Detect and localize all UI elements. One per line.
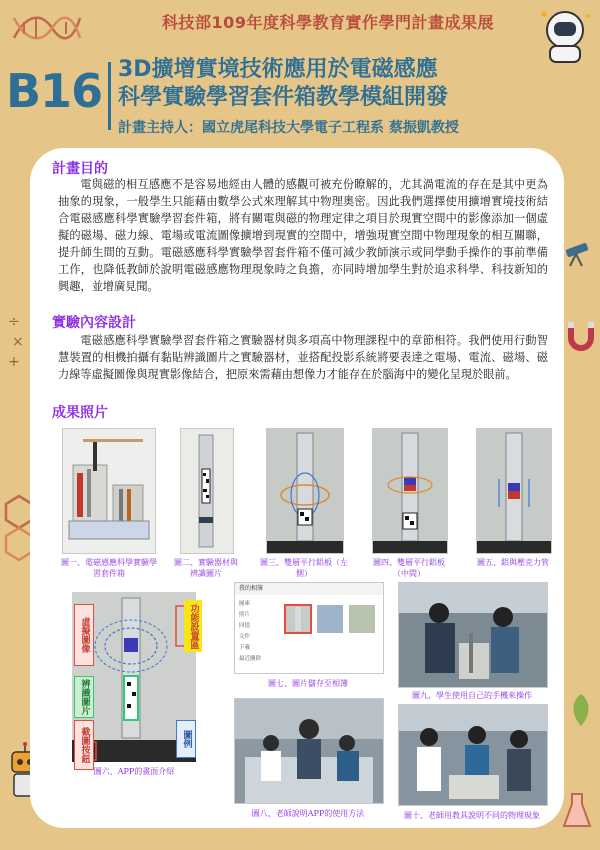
album-sidebar-item: 照片 — [239, 612, 251, 618]
section-heading-photos: 成果照片 — [52, 405, 108, 421]
leaf-decoration — [568, 692, 594, 728]
photo-parallel-plates-left — [266, 428, 344, 554]
photo-teacher-explaining-app — [234, 698, 384, 804]
album-screen-title: 我的相簿 — [235, 583, 384, 595]
photo-teacher-with-props — [398, 704, 548, 806]
caption-fig2: 圖二、實驗器材與辨識圖片 — [174, 558, 238, 578]
photo-aluminum-acrylic-tube — [476, 428, 552, 554]
album-sidebar-item: 回憶 — [239, 623, 251, 629]
album-sidebar — [239, 599, 279, 665]
magnet-icon — [566, 320, 596, 354]
caption-fig4: 圖四、雙層平行鋁板（中間） — [373, 558, 445, 578]
photo-students-phones-art — [399, 583, 547, 687]
label-virtual-image: 虛擬圖像 — [74, 604, 94, 666]
poster-code: B16 — [6, 64, 103, 118]
caption-fig5: 圖五、鋁與壓克力管 — [477, 558, 549, 567]
photo-teacher-with-props-art — [399, 705, 547, 805]
svg-text:÷: ÷ — [8, 314, 20, 330]
caption-fig9: 圖九、學生使用自己的手機來操作 — [412, 691, 532, 700]
svg-text:×: × — [12, 334, 24, 350]
label-screenshot-button: 截圖按鈕 — [74, 720, 94, 770]
photo-parallel-plates-left-art — [267, 429, 343, 553]
label-function-setting: 功能設置區 — [184, 600, 202, 652]
poster-title-line2: 科學實驗學習套件箱教學模組開發 — [118, 85, 449, 110]
label-legend: 圖例 — [176, 720, 196, 758]
event-title: 科技部109年度科學教育實作學門計畫成果展 — [162, 13, 494, 32]
poster-title — [118, 56, 448, 112]
album-thumbnails — [283, 603, 379, 643]
section-heading-content: 實驗內容設計 — [52, 315, 136, 331]
svg-text:+: + — [8, 354, 20, 370]
dna-decoration — [12, 8, 82, 48]
album-sidebar-item: 圖庫 — [239, 601, 251, 607]
caption-fig10: 圖十、老師用教具說明不同的物理現象 — [404, 811, 540, 820]
photo-kit-box-art — [63, 429, 155, 553]
beaker-icon — [562, 790, 592, 830]
photo-parallel-plates-middle-art — [373, 429, 447, 553]
photo-parallel-plates-middle — [372, 428, 448, 554]
caption-fig7: 圖七、圖片儲存至相簿 — [268, 679, 348, 688]
album-sidebar-item: 最近刪除 — [239, 656, 262, 662]
photo-kit-box — [62, 428, 156, 554]
section-heading-purpose: 計畫目的 — [52, 161, 108, 177]
photo-equipment-markers-art — [181, 429, 233, 553]
poster-title-line1: 3D擴增實境技術應用於電磁感應 — [118, 57, 438, 82]
principal-investigator: 計畫主持人：國立虎尾科技大學電子工程系 蔡振凱教授 — [118, 120, 459, 136]
purpose-paragraph: 電與磁的相互感應不是容易地經由人體的感觀可被充份瞭解的，尤其渦電流的存在是其中更為抽象的現象，一般學生只能藉由數學公式來理解其中物理奧密。因此我們選擇使用擴增實境技術結合電磁感應科學實驗學習套件箱，將有關電與磁的物理定律之項目於現實空間中的影像添加一個虛擬的磁場、磁力線、電場或電流圖像擴增到現實的空間中，增強現實空間中物理現象的相互關聯，提升師生間的互動。電磁感應科學實驗學習套件箱不僅可減少教師演示或同學動手操作的事前準備工作，也降低教師於說明電磁感應物理現象時之負擔，亦同時增加學生對於追求科學、科技新知的興趣，並增廣見聞。 — [58, 178, 548, 293]
photo-students-phones — [398, 582, 548, 688]
math-symbols-decoration — [4, 310, 30, 370]
label-marker-image: 辨識圖片 — [74, 676, 94, 718]
photo-album-screen — [234, 582, 384, 674]
album-sidebar-item: 下載 — [239, 645, 251, 651]
telescope-icon — [562, 238, 594, 268]
album-sidebar-item: 文件 — [239, 634, 251, 640]
caption-fig6: 圖六、APP的畫面介紹 — [93, 767, 175, 776]
caption-fig8: 圖八、老師說明APP的使用方法 — [251, 809, 365, 818]
caption-fig3: 圖三、雙層平行鋁板（左側） — [260, 558, 348, 578]
photo-teacher-explaining-app-art — [235, 699, 383, 803]
caption-fig1: 圖一、電磁感應科學實驗學習套件箱 — [61, 558, 157, 578]
photo-equipment-markers — [180, 428, 234, 554]
photo-aluminum-acrylic-tube-art — [477, 429, 551, 553]
header-divider — [108, 62, 111, 130]
content-paragraph: 電磁感應科學實驗學習套件箱之實驗器材與多項高中物理課程中的章節相符。我們使用行動智慧裝置的相機拍攝有黏貼辨識圖片之實驗器材，並搭配投影系統將要表達之電場、電流、磁場、磁力線等虛擬圖像與現實影像結合，把原來需藉由想像力才能存在於腦海中的變化呈現於眼前。 — [58, 334, 548, 381]
astronaut-icon — [536, 6, 594, 66]
